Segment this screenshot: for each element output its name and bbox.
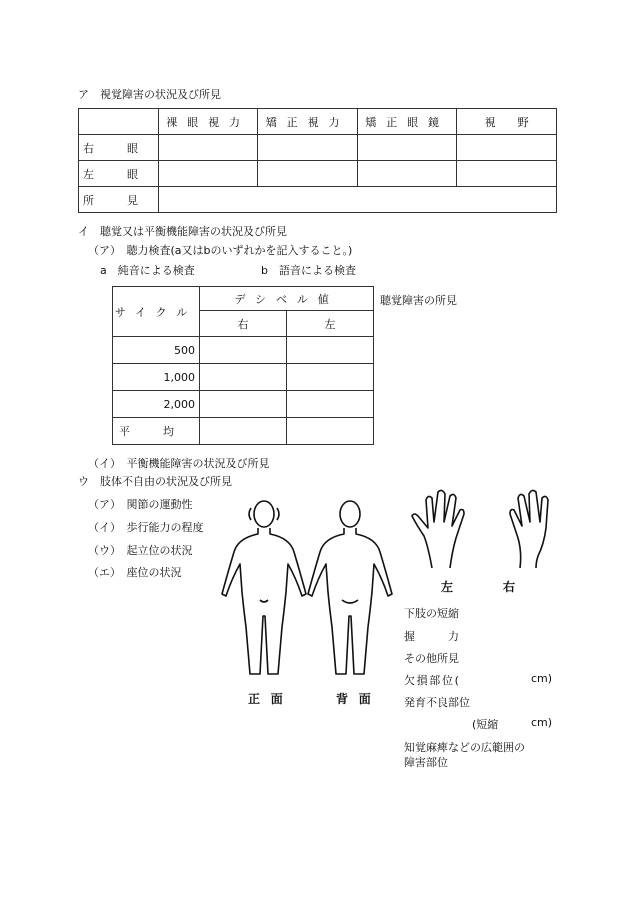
cycle-1000: 1,000 bbox=[113, 364, 200, 391]
db-cell[interactable] bbox=[200, 337, 287, 364]
vision-cell[interactable] bbox=[357, 161, 457, 187]
vision-header-glasses: 矯正眼鏡 bbox=[357, 109, 457, 135]
db-cell[interactable] bbox=[287, 364, 374, 391]
hand-right-label: 右 bbox=[503, 580, 516, 594]
item-standing: （ウ） 起立位の状況 bbox=[88, 544, 193, 557]
vision-row-findings: 所 見 bbox=[79, 187, 159, 213]
vision-header-blank bbox=[79, 109, 159, 135]
vision-cell[interactable] bbox=[357, 135, 457, 161]
vision-cell[interactable] bbox=[158, 135, 258, 161]
vision-table bbox=[78, 108, 557, 213]
vision-cell[interactable] bbox=[258, 161, 358, 187]
vision-cell[interactable] bbox=[158, 161, 258, 187]
cycle-header: サイクル bbox=[113, 287, 200, 337]
underdeveloped-part: 発育不良部位 bbox=[404, 696, 470, 709]
front-label: 正面 bbox=[248, 692, 294, 706]
db-cell[interactable] bbox=[287, 391, 374, 418]
avg-row: 平 均 bbox=[113, 418, 200, 445]
item-sitting: （エ） 座位の状況 bbox=[88, 566, 182, 579]
db-cell[interactable] bbox=[200, 364, 287, 391]
db-cell[interactable] bbox=[200, 418, 287, 445]
section-c-title: ウ 肢体不自由の状況及び所見 bbox=[78, 475, 232, 488]
balance-subtitle: （イ） 平衡機能障害の状況及び所見 bbox=[88, 457, 270, 470]
option-speech: b 語音による検査 bbox=[261, 264, 356, 277]
shortening-cm: cm) bbox=[531, 716, 553, 729]
option-pure-tone: a 純音による検査 bbox=[100, 264, 195, 277]
sensory-line-2: 障害部位 bbox=[404, 756, 448, 769]
hands-diagram-icon bbox=[410, 486, 550, 572]
vision-header-naked: 裸眼視力 bbox=[158, 109, 258, 135]
sensory-line-1: 知覚麻痺などの広範囲の bbox=[404, 741, 525, 754]
grip-strength: 握 力 bbox=[404, 630, 459, 643]
missing-part: 欠損部位( bbox=[404, 674, 461, 687]
db-cell[interactable] bbox=[200, 391, 287, 418]
missing-cm: cm) bbox=[531, 672, 553, 685]
item-walking: （イ） 歩行能力の程度 bbox=[88, 521, 204, 534]
db-cell[interactable] bbox=[287, 337, 374, 364]
other-findings: その他所見 bbox=[404, 652, 459, 665]
section-a-title: ア 視覚障害の状況及び所見 bbox=[78, 88, 221, 101]
vision-cell[interactable] bbox=[457, 161, 557, 187]
vision-cell[interactable] bbox=[258, 135, 358, 161]
vision-row-right: 右 眼 bbox=[79, 135, 159, 161]
vision-findings-cell[interactable] bbox=[158, 187, 556, 213]
hand-left-label: 左 bbox=[441, 580, 454, 594]
vision-row-left: 左 眼 bbox=[79, 161, 159, 187]
body-diagram-icon bbox=[218, 492, 398, 682]
decibel-header: デシベル値 bbox=[200, 287, 374, 311]
vision-cell[interactable] bbox=[457, 135, 557, 161]
left-header: 左 bbox=[287, 311, 374, 337]
section-b-title: イ 聴覚又は平衡機能障害の状況及び所見 bbox=[78, 225, 287, 238]
right-header: 右 bbox=[200, 311, 287, 337]
leg-shortening: 下肢の短縮 bbox=[404, 607, 459, 620]
cycle-500: 500 bbox=[113, 337, 200, 364]
item-joint: （ア） 関節の運動性 bbox=[88, 498, 193, 511]
vision-header-corrected: 矯正視力 bbox=[258, 109, 358, 135]
shortening-label: (短縮 bbox=[472, 718, 499, 731]
db-cell[interactable] bbox=[287, 418, 374, 445]
hearing-test-subtitle: （ア） 聴力検査(a又はbのいずれかを記入すること。) bbox=[88, 244, 353, 257]
vision-header-field: 視 野 bbox=[457, 109, 557, 135]
back-label: 背面 bbox=[336, 692, 382, 706]
hearing-table bbox=[112, 286, 374, 445]
hearing-findings-label: 聴覚障害の所見 bbox=[380, 294, 457, 307]
cycle-2000: 2,000 bbox=[113, 391, 200, 418]
